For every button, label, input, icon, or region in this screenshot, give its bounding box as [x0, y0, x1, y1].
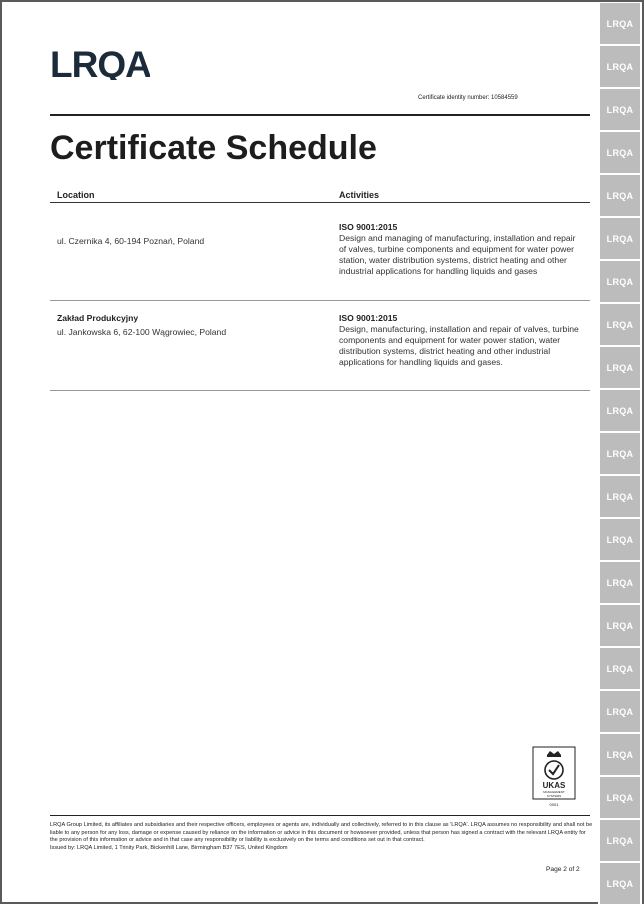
- side-strip-logo-tile: LRQA: [600, 390, 640, 431]
- side-strip-logo-tile: LRQA: [600, 863, 640, 904]
- lrqa-logo: [50, 46, 150, 85]
- certificate-identity-number: Certificate identity number: 10584559: [418, 95, 518, 101]
- lrqa-side-strip: [598, 2, 642, 904]
- disclaimer-text: LRQA Group Limited, its affiliates and subsidiaries and their respective officers, employees or agents are, individually and collectively, referred to in this clause as 'LRQA'. LRQA assumes no responsibility and shall not be liable to any person for any loss, damage or expense caused by reliance on the information or advice in this document or howsoever provided, unless that person has signed a contract with the relevant LRQA entity for the provision of this information or advice and in that case any responsibility or liability is exclusively on the terms and conditions set out in that contract.: [50, 822, 593, 844]
- standard-name: ISO 9001:2015: [339, 313, 398, 323]
- side-strip-logo-tile: LRQA: [600, 820, 640, 861]
- side-strip-logo-tile: LRQA: [600, 261, 640, 302]
- side-strip-logo-tile: LRQA: [600, 89, 640, 130]
- row-divider: [50, 390, 590, 391]
- issued-by-text: Issued by: LRQA Limited, 1 Trinity Park, Bickenhill Lane, Birmingham B37 7ES, United Kingdom: [50, 844, 288, 851]
- lrqa-logo-mark: [50, 46, 150, 80]
- side-strip-logo-tile: LRQA: [600, 648, 640, 689]
- row-divider: [50, 300, 590, 301]
- side-strip-logo-tile: LRQA: [600, 734, 640, 775]
- location-address: ul. Jankowska 6, 62-100 Wągrowiec, Poland: [57, 327, 227, 338]
- activity-description: Design and managing of manufacturing, installation and repair of valves, turbine components and equipment for water power station, water distribution systems, district heating and other industrial applications for handling liquids and gases: [339, 233, 576, 277]
- table-row-1-activities: [339, 222, 585, 277]
- ukas-name-text: UKAS: [542, 781, 566, 790]
- lrqa-logo-text: LRQA: [50, 46, 150, 80]
- ukas-line2-text: SYSTEMS: [546, 794, 562, 798]
- ukas-crown-tick-icon: [532, 746, 576, 808]
- side-strip-logo-tile: LRQA: [600, 46, 640, 87]
- column-header-location: Location: [57, 190, 95, 200]
- footer-disclaimer: [50, 822, 595, 852]
- activity-description: Design, manufacturing, installation and repair of valves, turbine components and equipment for water power station, water distribution systems, district heating and other industrial applications for handling liquids and gases.: [339, 324, 579, 368]
- side-strip-logo-tile: LRQA: [600, 347, 640, 388]
- footer-divider: [50, 815, 590, 816]
- header-divider: [50, 114, 590, 116]
- location-name: Zakład Produkcyjny: [57, 313, 139, 323]
- side-strip-logo-tile: LRQA: [600, 777, 640, 818]
- ukas-line1-text: MANAGEMENT: [543, 790, 565, 794]
- side-strip-logo-tile: LRQA: [600, 433, 640, 474]
- location-address: ul. Czernika 4, 60-194 Poznań, Poland: [57, 236, 205, 246]
- column-header-activities: Activities: [339, 190, 380, 200]
- table-row-2-location: [57, 313, 317, 338]
- side-strip-logo-tile: LRQA: [600, 175, 640, 216]
- page-title: Certificate Schedule: [50, 129, 377, 167]
- table-header-divider: [50, 202, 590, 203]
- certificate-page: [2, 2, 598, 902]
- side-strip-logo-tile: LRQA: [600, 691, 640, 732]
- side-strip-logo-tile: LRQA: [600, 132, 640, 173]
- ukas-accreditation-mark: [532, 746, 576, 808]
- side-strip-logo-tile: LRQA: [600, 562, 640, 603]
- side-strip-logo-tile: LRQA: [600, 304, 640, 345]
- side-strip-logo-tile: LRQA: [600, 605, 640, 646]
- side-strip-logo-tile: LRQA: [600, 476, 640, 517]
- page-number: Page 2 of 2: [546, 866, 580, 873]
- standard-name: ISO 9001:2015: [339, 222, 398, 232]
- side-strip-logo-tile: LRQA: [600, 519, 640, 560]
- ukas-number-text: 0001: [549, 802, 559, 807]
- table-row-1-location: [57, 236, 317, 247]
- side-strip-logo-tile: LRQA: [600, 3, 640, 44]
- side-strip-logo-tile: LRQA: [600, 218, 640, 259]
- table-row-2-activities: [339, 313, 585, 368]
